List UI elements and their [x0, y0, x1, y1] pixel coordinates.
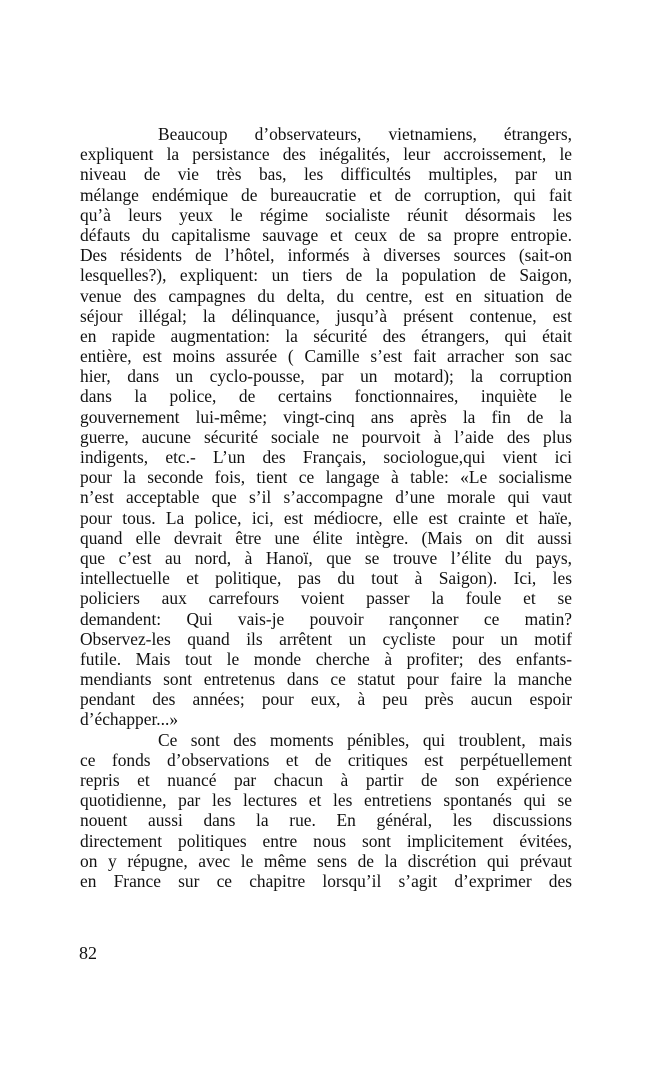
text-line: hier, dans un cyclo-pousse, par un motard); la corruption: [80, 366, 572, 387]
text-line: indigents, etc.- L’un des Français, sociologue,qui vient ici: [80, 447, 572, 467]
text-line: dans la police, de certains fonctionnaires, inquiète le: [80, 386, 572, 407]
text-line: défauts du capitalisme sauvage et ceux de sa propre entropie.: [80, 224, 572, 245]
text-line: pour tous. La police, ici, est médiocre, elle est crainte et haïe,: [80, 507, 572, 528]
text-line: que c’est au nord, à Hanoï, que se trouve l’élite du pays,: [80, 547, 572, 568]
text-line: mélange endémique de bureaucratie et de corruption, qui fait: [80, 184, 572, 205]
text-line: quotidienne, par les lectures et les entretiens spontanés qui se: [80, 790, 572, 811]
text-line: expliquent la persistance des inégalités, leur accroissement, le: [80, 144, 572, 165]
text-line: Des résidents de l’hôtel, informés à diverses sources (sait-on: [80, 245, 572, 266]
text-line: pour la seconde fois, tient ce langage à table: «Le socialisme: [80, 467, 572, 488]
text-line: directement politiques entre nous sont implicitement évitées,: [80, 830, 572, 851]
text-line: venue des campagnes du delta, du centre, est en situation de: [80, 285, 572, 306]
text-line: en France sur ce chapitre lorsqu’il s’agit d’exprimer des: [80, 870, 572, 891]
text-line: séjour illégal; la délinquance, jusqu’à présent contenue, est: [80, 305, 572, 326]
text-line: en rapide augmentation: la sécurité des étrangers, qui était: [80, 325, 572, 346]
text-line: entière, est moins assurée ( Camille s’est fait arracher son sac: [80, 346, 572, 367]
text-line: Observez-les quand ils arrêtent un cycliste pour un motif: [80, 628, 572, 649]
text-line: Ce sont des moments pénibles, qui troublent, mais: [158, 729, 572, 750]
text-line: guerre, aucune sécurité sociale ne pourvoit à l’aide des plus: [80, 426, 572, 447]
text-line: futile. Mais tout le monde cherche à profiter; des enfants-: [80, 648, 572, 669]
body-text: [80, 124, 572, 891]
text-line: nouent aussi dans la rue. En général, les discussions: [80, 810, 572, 831]
text-line: repris et nuancé par chacun à partir de son expérience: [80, 770, 572, 790]
text-line: lesquelles?), expliquent: un tiers de la population de Saigon,: [80, 265, 572, 286]
text-line: mendiants sont entretenus dans ce statut pour faire la manche: [80, 669, 572, 690]
text-line: n’est acceptable que s’il s’accompagne d’une morale qui vaut: [80, 487, 572, 508]
text-line: demandent: Qui vais-je pouvoir rançonner ce matin?: [80, 608, 572, 629]
text-line: niveau de vie très bas, les difficultés multiples, par un: [80, 164, 572, 185]
text-line: quand elle devrait être une élite intègre. (Mais on dit aussi: [80, 527, 572, 548]
text-line: gouvernement lui-même; vingt-cinq ans après la fin de la: [80, 406, 572, 427]
text-line: pendant des années; pour eux, à peu près aucun espoir: [80, 689, 572, 710]
text-line: Beaucoup d’observateurs, vietnamiens, étrangers,: [158, 124, 572, 144]
page-number: 82: [79, 943, 97, 963]
text-line: d’échapper...»: [80, 709, 179, 730]
text-line: intellectuelle et politique, pas du tout à Saigon). Ici, les: [80, 568, 572, 589]
text-line: on y répugne, avec le même sens de la discrétion qui prévaut: [80, 850, 572, 871]
text-line: ce fonds d’observations et de critiques est perpétuellement: [80, 749, 572, 770]
text-line: qu’à leurs yeux le régime socialiste réunit désormais les: [80, 204, 572, 225]
text-line: policiers aux carrefours voient passer la foule et se: [80, 588, 572, 609]
